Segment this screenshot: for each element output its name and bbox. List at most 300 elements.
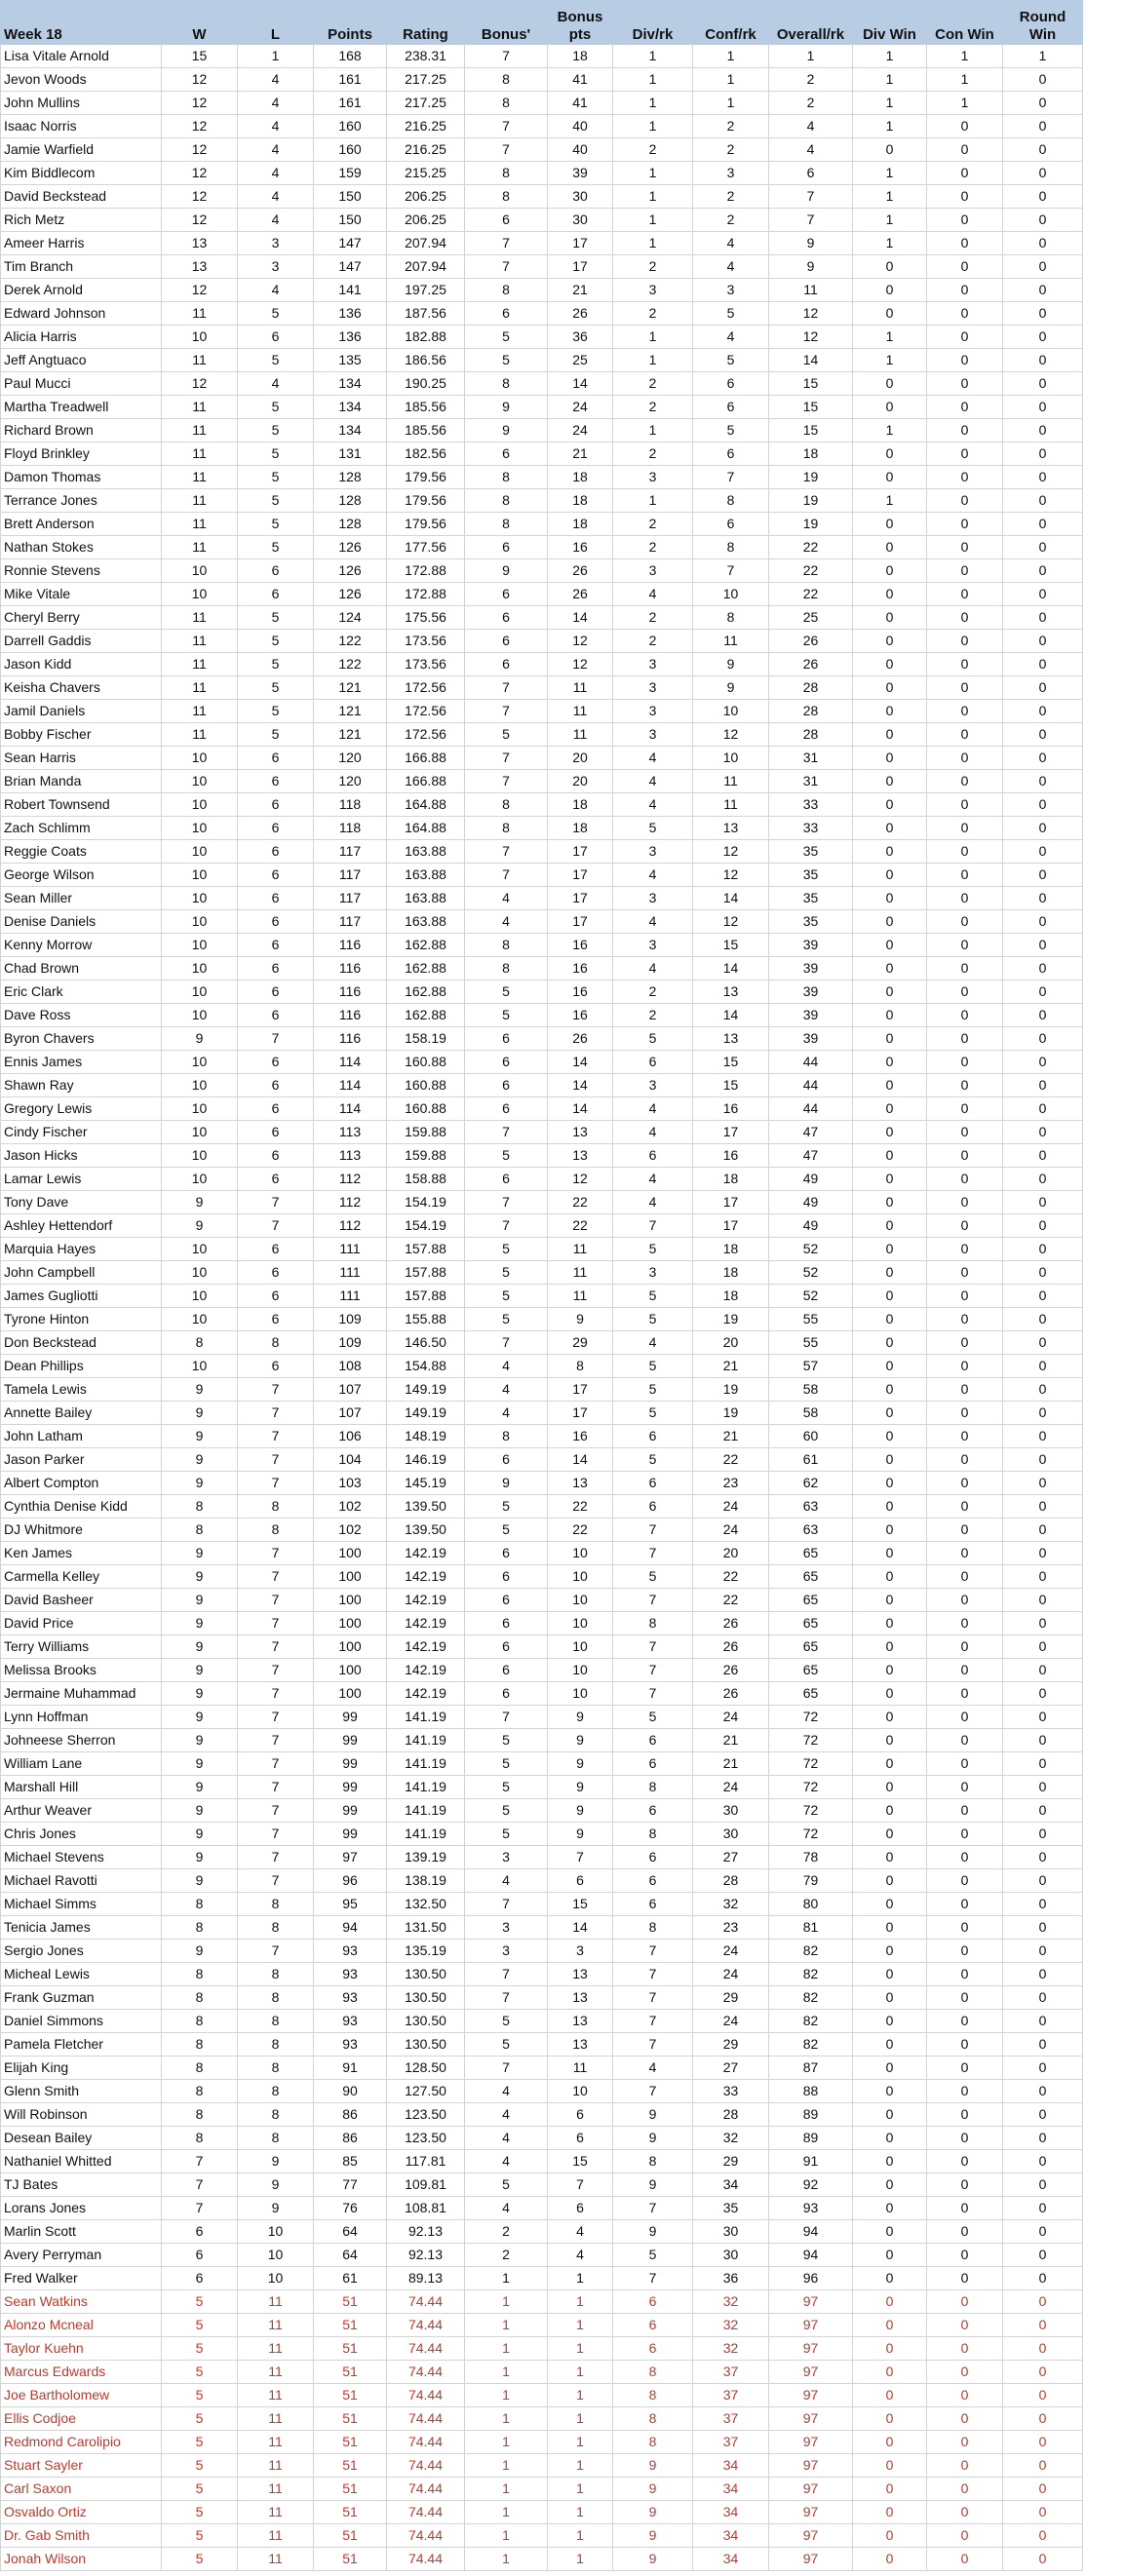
cell-rating: 141.19 xyxy=(387,1729,465,1752)
cell-player-name: Terry Williams xyxy=(1,1635,162,1659)
cell-bonus-pts: 9 xyxy=(548,1308,613,1331)
cell-con-win: 0 xyxy=(927,396,1003,419)
cell-bonus: 8 xyxy=(465,1425,548,1448)
cell-rating: 158.88 xyxy=(387,1168,465,1191)
cell-div-win: 0 xyxy=(853,559,927,583)
header-row xyxy=(1,1,1083,45)
cell-round-win: 0 xyxy=(1003,1472,1083,1495)
cell-bonus-pts: 26 xyxy=(548,1027,613,1051)
cell-conf-rank: 20 xyxy=(693,1542,769,1565)
table-row xyxy=(1,2431,1083,2454)
cell-con-win: 0 xyxy=(927,606,1003,630)
cell-player-name: Robert Townsend xyxy=(1,793,162,817)
cell-overall-rank: 33 xyxy=(769,817,853,840)
cell-bonus: 5 xyxy=(465,2010,548,2033)
cell-con-win: 0 xyxy=(927,1214,1003,1238)
cell-losses: 8 xyxy=(238,1916,314,1940)
cell-losses: 5 xyxy=(238,536,314,559)
cell-bonus: 7 xyxy=(465,45,548,68)
cell-bonus-pts: 6 xyxy=(548,1869,613,1893)
cell-rating: 217.25 xyxy=(387,92,465,115)
cell-bonus-pts: 17 xyxy=(548,1402,613,1425)
cell-rating: 197.25 xyxy=(387,279,465,302)
cell-conf-rank: 7 xyxy=(693,559,769,583)
cell-player-name: Shawn Ray xyxy=(1,1074,162,1097)
cell-player-name: James Gugliotti xyxy=(1,1285,162,1308)
cell-round-win: 0 xyxy=(1003,1519,1083,1542)
cell-wins: 11 xyxy=(162,653,238,676)
table-row xyxy=(1,1238,1083,1261)
cell-losses: 8 xyxy=(238,2103,314,2127)
cell-rating: 182.88 xyxy=(387,326,465,349)
cell-bonus: 5 xyxy=(465,2033,548,2057)
cell-div-rank: 5 xyxy=(613,1308,693,1331)
cell-points: 97 xyxy=(314,1846,387,1869)
cell-conf-rank: 30 xyxy=(693,1823,769,1846)
cell-conf-rank: 17 xyxy=(693,1121,769,1144)
cell-conf-rank: 37 xyxy=(693,2431,769,2454)
cell-overall-rank: 82 xyxy=(769,1940,853,1963)
cell-div-win: 0 xyxy=(853,1635,927,1659)
cell-round-win: 0 xyxy=(1003,2103,1083,2127)
cell-con-win: 0 xyxy=(927,349,1003,372)
cell-player-name: David Price xyxy=(1,1612,162,1635)
cell-points: 111 xyxy=(314,1261,387,1285)
cell-conf-rank: 13 xyxy=(693,980,769,1004)
cell-div-rank: 8 xyxy=(613,2407,693,2431)
cell-div-rank: 5 xyxy=(613,1285,693,1308)
cell-player-name: Alicia Harris xyxy=(1,326,162,349)
cell-wins: 9 xyxy=(162,1565,238,1589)
cell-conf-rank: 2 xyxy=(693,115,769,138)
cell-losses: 7 xyxy=(238,1823,314,1846)
cell-div-win: 0 xyxy=(853,2524,927,2548)
cell-div-rank: 9 xyxy=(613,2478,693,2501)
cell-rating: 108.81 xyxy=(387,2197,465,2220)
table-row xyxy=(1,2361,1083,2384)
cell-wins: 10 xyxy=(162,1051,238,1074)
cell-con-win: 0 xyxy=(927,2454,1003,2478)
cell-con-win: 0 xyxy=(927,442,1003,466)
cell-round-win: 0 xyxy=(1003,1776,1083,1799)
cell-points: 64 xyxy=(314,2244,387,2267)
cell-rating: 179.56 xyxy=(387,513,465,536)
table-row xyxy=(1,2314,1083,2337)
cell-player-name: Jermaine Muhammad xyxy=(1,1682,162,1706)
cell-div-rank: 3 xyxy=(613,840,693,864)
cell-round-win: 0 xyxy=(1003,2407,1083,2431)
cell-losses: 7 xyxy=(238,1635,314,1659)
cell-div-rank: 6 xyxy=(613,2290,693,2314)
cell-bonus-pts: 25 xyxy=(548,349,613,372)
cell-con-win: 0 xyxy=(927,1986,1003,2010)
cell-rating: 162.88 xyxy=(387,980,465,1004)
cell-player-name: Ameer Harris xyxy=(1,232,162,255)
cell-con-win: 0 xyxy=(927,1472,1003,1495)
cell-div-win: 0 xyxy=(853,2244,927,2267)
cell-bonus-pts: 1 xyxy=(548,2361,613,2384)
cell-losses: 7 xyxy=(238,1612,314,1635)
cell-round-win: 0 xyxy=(1003,770,1083,793)
table-row xyxy=(1,1682,1083,1706)
cell-wins: 15 xyxy=(162,45,238,68)
cell-round-win: 0 xyxy=(1003,700,1083,723)
cell-losses: 6 xyxy=(238,934,314,957)
cell-bonus: 1 xyxy=(465,2267,548,2290)
cell-con-win: 0 xyxy=(927,1940,1003,1963)
cell-con-win: 0 xyxy=(927,2384,1003,2407)
cell-con-win: 0 xyxy=(927,723,1003,747)
cell-bonus-pts: 1 xyxy=(548,2290,613,2314)
cell-wins: 8 xyxy=(162,2103,238,2127)
cell-con-win: 0 xyxy=(927,489,1003,513)
cell-bonus-pts: 11 xyxy=(548,723,613,747)
cell-overall-rank: 49 xyxy=(769,1214,853,1238)
cell-div-rank: 6 xyxy=(613,1869,693,1893)
cell-wins: 10 xyxy=(162,980,238,1004)
cell-bonus-pts: 1 xyxy=(548,2524,613,2548)
cell-round-win: 0 xyxy=(1003,1823,1083,1846)
cell-div-rank: 8 xyxy=(613,2384,693,2407)
cell-div-rank: 3 xyxy=(613,723,693,747)
cell-conf-rank: 32 xyxy=(693,2127,769,2150)
cell-round-win: 0 xyxy=(1003,1331,1083,1355)
cell-conf-rank: 12 xyxy=(693,864,769,887)
cell-wins: 10 xyxy=(162,1004,238,1027)
cell-points: 128 xyxy=(314,489,387,513)
cell-div-win: 0 xyxy=(853,887,927,910)
cell-overall-rank: 97 xyxy=(769,2290,853,2314)
cell-bonus-pts: 13 xyxy=(548,1472,613,1495)
cell-round-win: 0 xyxy=(1003,302,1083,326)
cell-wins: 10 xyxy=(162,770,238,793)
cell-player-name: Terrance Jones xyxy=(1,489,162,513)
cell-overall-rank: 39 xyxy=(769,957,853,980)
cell-bonus: 6 xyxy=(465,583,548,606)
cell-points: 51 xyxy=(314,2431,387,2454)
cell-player-name: Lamar Lewis xyxy=(1,1168,162,1191)
cell-losses: 6 xyxy=(238,910,314,934)
cell-con-win: 0 xyxy=(927,1706,1003,1729)
cell-overall-rank: 72 xyxy=(769,1799,853,1823)
cell-conf-rank: 21 xyxy=(693,1355,769,1378)
cell-wins: 12 xyxy=(162,279,238,302)
cell-bonus: 6 xyxy=(465,1659,548,1682)
cell-wins: 5 xyxy=(162,2337,238,2361)
cell-div-rank: 3 xyxy=(613,676,693,700)
cell-overall-rank: 28 xyxy=(769,700,853,723)
cell-round-win: 0 xyxy=(1003,1074,1083,1097)
cell-round-win: 0 xyxy=(1003,1659,1083,1682)
cell-player-name: William Lane xyxy=(1,1752,162,1776)
cell-conf-rank: 12 xyxy=(693,910,769,934)
table-row xyxy=(1,1097,1083,1121)
cell-div-rank: 3 xyxy=(613,279,693,302)
cell-player-name: Tenicia James xyxy=(1,1916,162,1940)
cell-overall-rank: 39 xyxy=(769,934,853,957)
cell-overall-rank: 52 xyxy=(769,1285,853,1308)
cell-points: 51 xyxy=(314,2384,387,2407)
cell-losses: 6 xyxy=(238,840,314,864)
cell-wins: 9 xyxy=(162,1402,238,1425)
cell-rating: 185.56 xyxy=(387,419,465,442)
cell-round-win: 0 xyxy=(1003,1682,1083,1706)
cell-round-win: 0 xyxy=(1003,1027,1083,1051)
cell-overall-rank: 72 xyxy=(769,1823,853,1846)
cell-rating: 164.88 xyxy=(387,793,465,817)
cell-rating: 131.50 xyxy=(387,1916,465,1940)
cell-rating: 179.56 xyxy=(387,489,465,513)
cell-bonus: 5 xyxy=(465,723,548,747)
cell-round-win: 0 xyxy=(1003,1097,1083,1121)
cell-wins: 13 xyxy=(162,232,238,255)
cell-conf-rank: 18 xyxy=(693,1261,769,1285)
cell-overall-rank: 2 xyxy=(769,68,853,92)
cell-points: 100 xyxy=(314,1682,387,1706)
cell-div-win: 0 xyxy=(853,1261,927,1285)
cell-bonus-pts: 10 xyxy=(548,1659,613,1682)
cell-conf-rank: 34 xyxy=(693,2548,769,2571)
cell-overall-rank: 97 xyxy=(769,2431,853,2454)
cell-round-win: 0 xyxy=(1003,2080,1083,2103)
table-row xyxy=(1,92,1083,115)
cell-div-win: 0 xyxy=(853,2010,927,2033)
cell-div-rank: 4 xyxy=(613,910,693,934)
cell-bonus: 3 xyxy=(465,1916,548,1940)
cell-bonus: 8 xyxy=(465,513,548,536)
cell-conf-rank: 30 xyxy=(693,2220,769,2244)
table-row xyxy=(1,2501,1083,2524)
table-row xyxy=(1,326,1083,349)
cell-losses: 1 xyxy=(238,45,314,68)
cell-div-win: 1 xyxy=(853,162,927,185)
cell-points: 126 xyxy=(314,536,387,559)
cell-bonus: 5 xyxy=(465,1261,548,1285)
cell-bonus: 1 xyxy=(465,2501,548,2524)
cell-bonus: 7 xyxy=(465,255,548,279)
cell-bonus: 3 xyxy=(465,1846,548,1869)
cell-div-win: 0 xyxy=(853,442,927,466)
cell-bonus-pts: 6 xyxy=(548,2127,613,2150)
cell-con-win: 0 xyxy=(927,2267,1003,2290)
cell-conf-rank: 8 xyxy=(693,489,769,513)
cell-losses: 6 xyxy=(238,559,314,583)
cell-div-rank: 8 xyxy=(613,2361,693,2384)
table-row xyxy=(1,138,1083,162)
cell-overall-rank: 11 xyxy=(769,279,853,302)
cell-losses: 6 xyxy=(238,1144,314,1168)
cell-rating: 146.19 xyxy=(387,1448,465,1472)
cell-wins: 12 xyxy=(162,209,238,232)
cell-points: 114 xyxy=(314,1051,387,1074)
cell-losses: 8 xyxy=(238,1495,314,1519)
cell-con-win: 0 xyxy=(927,2010,1003,2033)
cell-player-name: Jevon Woods xyxy=(1,68,162,92)
cell-conf-rank: 24 xyxy=(693,1495,769,1519)
cell-points: 117 xyxy=(314,840,387,864)
cell-bonus-pts: 10 xyxy=(548,1682,613,1706)
cell-div-win: 0 xyxy=(853,1425,927,1448)
cell-overall-rank: 97 xyxy=(769,2524,853,2548)
cell-round-win: 0 xyxy=(1003,723,1083,747)
cell-div-win: 0 xyxy=(853,1448,927,1472)
cell-conf-rank: 24 xyxy=(693,1706,769,1729)
cell-con-win: 0 xyxy=(927,1565,1003,1589)
cell-points: 86 xyxy=(314,2103,387,2127)
cell-bonus: 5 xyxy=(465,1729,548,1752)
cell-rating: 74.44 xyxy=(387,2384,465,2407)
table-row xyxy=(1,232,1083,255)
cell-round-win: 0 xyxy=(1003,934,1083,957)
cell-points: 107 xyxy=(314,1402,387,1425)
cell-div-win: 0 xyxy=(853,2080,927,2103)
cell-con-win: 0 xyxy=(927,1752,1003,1776)
cell-div-rank: 3 xyxy=(613,466,693,489)
cell-losses: 9 xyxy=(238,2173,314,2197)
cell-bonus-pts: 29 xyxy=(548,1331,613,1355)
cell-bonus-pts: 11 xyxy=(548,1261,613,1285)
cell-overall-rank: 65 xyxy=(769,1682,853,1706)
header-points: Points xyxy=(314,1,387,45)
cell-points: 116 xyxy=(314,980,387,1004)
cell-bonus: 3 xyxy=(465,1940,548,1963)
cell-overall-rank: 26 xyxy=(769,630,853,653)
cell-player-name: Ken James xyxy=(1,1542,162,1565)
table-row xyxy=(1,980,1083,1004)
cell-div-win: 0 xyxy=(853,279,927,302)
cell-overall-rank: 31 xyxy=(769,747,853,770)
cell-losses: 7 xyxy=(238,1191,314,1214)
cell-wins: 7 xyxy=(162,2197,238,2220)
cell-div-rank: 7 xyxy=(613,1519,693,1542)
cell-overall-rank: 9 xyxy=(769,255,853,279)
table-row xyxy=(1,583,1083,606)
header-bonus: Bonus' xyxy=(465,1,548,45)
cell-losses: 6 xyxy=(238,1308,314,1331)
cell-conf-rank: 4 xyxy=(693,255,769,279)
table-row xyxy=(1,115,1083,138)
cell-con-win: 0 xyxy=(927,1823,1003,1846)
table-row xyxy=(1,1893,1083,1916)
cell-div-rank: 4 xyxy=(613,2057,693,2080)
cell-overall-rank: 25 xyxy=(769,606,853,630)
table-row xyxy=(1,2244,1083,2267)
table-row xyxy=(1,162,1083,185)
cell-bonus-pts: 26 xyxy=(548,559,613,583)
cell-overall-rank: 91 xyxy=(769,2150,853,2173)
cell-player-name: Jason Hicks xyxy=(1,1144,162,1168)
cell-rating: 74.44 xyxy=(387,2548,465,2571)
cell-div-win: 1 xyxy=(853,92,927,115)
cell-wins: 5 xyxy=(162,2478,238,2501)
cell-rating: 185.56 xyxy=(387,396,465,419)
cell-round-win: 0 xyxy=(1003,817,1083,840)
header-div-rank: Div/rk xyxy=(613,1,693,45)
cell-bonus: 4 xyxy=(465,887,548,910)
cell-con-win: 0 xyxy=(927,793,1003,817)
cell-player-name: Taylor Kuehn xyxy=(1,2337,162,2361)
cell-rating: 74.44 xyxy=(387,2361,465,2384)
cell-points: 113 xyxy=(314,1144,387,1168)
cell-rating: 159.88 xyxy=(387,1144,465,1168)
cell-div-rank: 6 xyxy=(613,1893,693,1916)
cell-round-win: 0 xyxy=(1003,466,1083,489)
cell-rating: 142.19 xyxy=(387,1542,465,1565)
cell-bonus-pts: 18 xyxy=(548,513,613,536)
cell-conf-rank: 4 xyxy=(693,326,769,349)
cell-losses: 10 xyxy=(238,2267,314,2290)
table-row xyxy=(1,1378,1083,1402)
cell-bonus: 5 xyxy=(465,326,548,349)
cell-conf-rank: 19 xyxy=(693,1308,769,1331)
cell-div-win: 0 xyxy=(853,840,927,864)
cell-bonus-pts: 14 xyxy=(548,1916,613,1940)
cell-div-rank: 7 xyxy=(613,2033,693,2057)
cell-bonus: 5 xyxy=(465,349,548,372)
cell-conf-rank: 4 xyxy=(693,232,769,255)
cell-losses: 8 xyxy=(238,2010,314,2033)
cell-bonus-pts: 9 xyxy=(548,1706,613,1729)
cell-conf-rank: 15 xyxy=(693,1074,769,1097)
cell-player-name: George Wilson xyxy=(1,864,162,887)
cell-conf-rank: 24 xyxy=(693,1519,769,1542)
cell-div-win: 1 xyxy=(853,232,927,255)
cell-bonus-pts: 7 xyxy=(548,1846,613,1869)
cell-player-name: Reggie Coats xyxy=(1,840,162,864)
cell-bonus-pts: 4 xyxy=(548,2220,613,2244)
table-row xyxy=(1,1355,1083,1378)
cell-player-name: Ashley Hettendorf xyxy=(1,1214,162,1238)
cell-bonus-pts: 1 xyxy=(548,2314,613,2337)
cell-player-name: Edward Johnson xyxy=(1,302,162,326)
cell-overall-rank: 33 xyxy=(769,793,853,817)
cell-conf-rank: 7 xyxy=(693,466,769,489)
cell-points: 51 xyxy=(314,2314,387,2337)
cell-bonus-pts: 17 xyxy=(548,910,613,934)
cell-con-win: 0 xyxy=(927,2337,1003,2361)
cell-points: 107 xyxy=(314,1378,387,1402)
cell-rating: 74.44 xyxy=(387,2337,465,2361)
cell-points: 135 xyxy=(314,349,387,372)
table-row xyxy=(1,700,1083,723)
cell-player-name: Kim Biddlecom xyxy=(1,162,162,185)
cell-points: 51 xyxy=(314,2337,387,2361)
cell-player-name: Micheal Lewis xyxy=(1,1963,162,1986)
cell-overall-rank: 97 xyxy=(769,2407,853,2431)
cell-player-name: John Latham xyxy=(1,1425,162,1448)
cell-con-win: 0 xyxy=(927,1074,1003,1097)
cell-points: 102 xyxy=(314,1495,387,1519)
cell-bonus-pts: 18 xyxy=(548,466,613,489)
cell-player-name: Derek Arnold xyxy=(1,279,162,302)
cell-wins: 12 xyxy=(162,115,238,138)
cell-overall-rank: 49 xyxy=(769,1168,853,1191)
cell-con-win: 0 xyxy=(927,1308,1003,1331)
cell-div-rank: 1 xyxy=(613,45,693,68)
cell-conf-rank: 32 xyxy=(693,2314,769,2337)
cell-overall-rank: 97 xyxy=(769,2314,853,2337)
cell-bonus-pts: 13 xyxy=(548,2010,613,2033)
cell-div-win: 0 xyxy=(853,1097,927,1121)
cell-div-rank: 2 xyxy=(613,396,693,419)
cell-bonus-pts: 16 xyxy=(548,957,613,980)
cell-overall-rank: 19 xyxy=(769,466,853,489)
cell-bonus: 2 xyxy=(465,2244,548,2267)
cell-bonus-pts: 21 xyxy=(548,279,613,302)
cell-rating: 135.19 xyxy=(387,1940,465,1963)
cell-rating: 74.44 xyxy=(387,2501,465,2524)
cell-conf-rank: 5 xyxy=(693,349,769,372)
